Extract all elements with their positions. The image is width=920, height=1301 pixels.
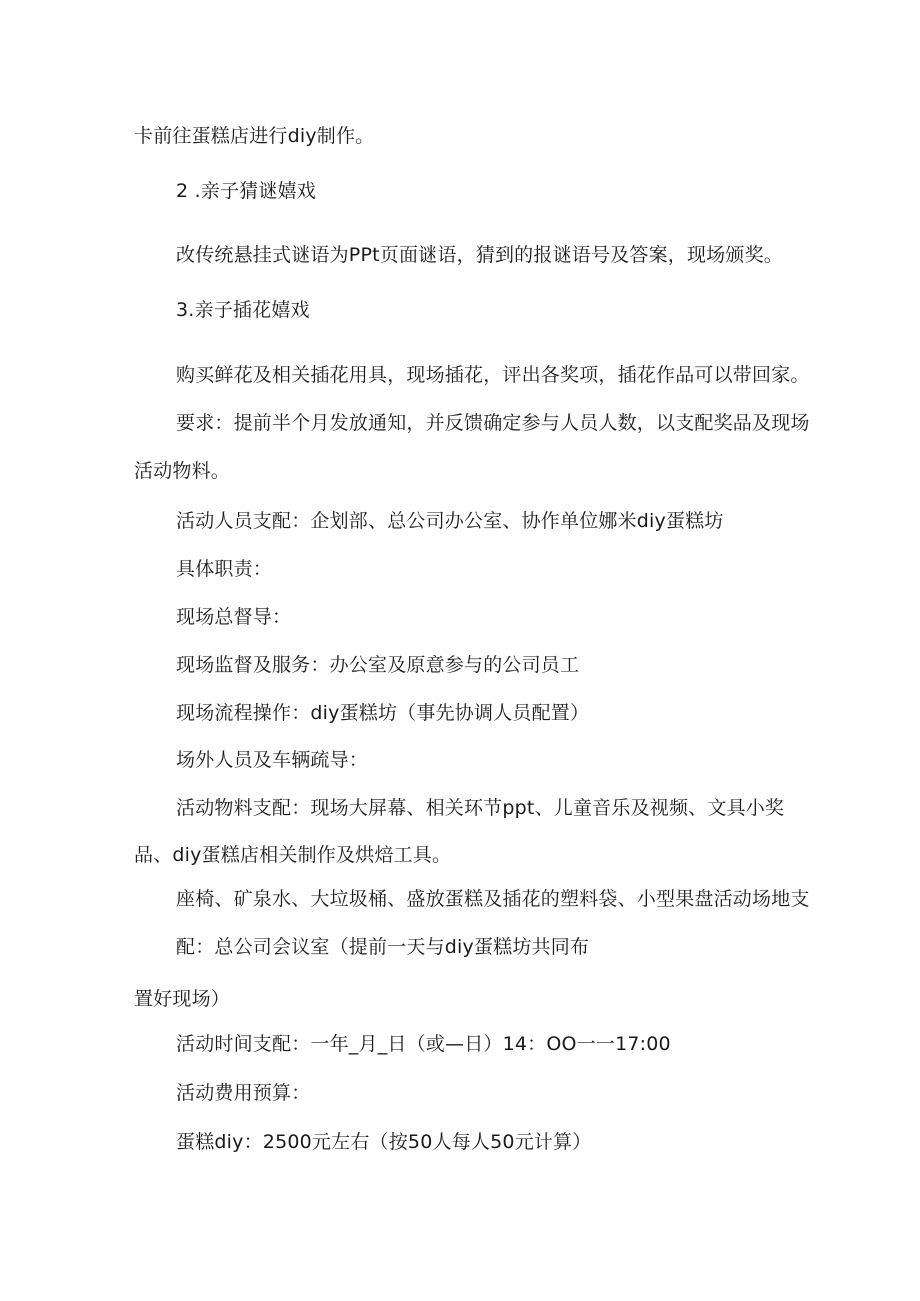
text-line-site-service: 现场监督及服务：办公室及原意参与的公司员工: [176, 654, 580, 676]
text-line-schedule: 活动时间支配：一年_月_日（或—日）14：OO一一17:00: [176, 1033, 671, 1055]
text-line-requirements: 要求：提前半个月发放通知，并反馈确定参与人员人数，以支配奖品及现场: [176, 412, 810, 434]
text-line-materials: 活动物料支配：现场大屏幕、相关环节ppt、儿童音乐及视频、文具小奖: [176, 797, 785, 819]
text-line-site-supervisor: 现场总督导：: [176, 606, 292, 628]
heading-riddle-game: 2 .亲子猜谜嬉戏: [176, 180, 316, 202]
heading-flower-arranging-game: 3.亲子插花嬉戏: [176, 299, 310, 321]
text-line-riddle-description: 改传统悬挂式谜语为PPt页面谜语，猜到的报谜语号及答案，现场颁奖。: [176, 244, 783, 266]
text-line-diy-production: 卡前往蛋糕店进行diy制作。: [134, 125, 375, 147]
text-line-materials-cont: 品、diy蛋糕店相关制作及烘焙工具。: [134, 844, 452, 866]
text-line-staff-arrangement: 活动人员支配：企划部、总公司办公室、协作单位娜米diy蛋糕坊: [176, 510, 724, 532]
text-line-requirements-cont: 活动物料。: [134, 460, 231, 482]
text-line-specific-duties: 具体职责：: [176, 558, 273, 580]
text-line-venue: 配：总公司会议室（提前一天与diy蛋糕坊共同布: [176, 936, 590, 958]
text-line-venue-cont: 置好现场）: [134, 988, 231, 1010]
text-line-budget-heading: 活动费用预算：: [176, 1082, 311, 1104]
text-line-flower-description: 购买鲜花及相关插花用具，现场插花，评出各奖项，插花作品可以带回家。: [176, 364, 810, 386]
text-line-process-operation: 现场流程操作：diy蛋糕坊（事先协调人员配置）: [176, 702, 590, 724]
text-line-traffic-guidance: 场外人员及车辆疏导：: [176, 749, 369, 771]
text-line-supplies: 座椅、矿泉水、大垃圾桶、盛放蛋糕及插花的塑料袋、小型果盘活动场地支: [176, 888, 810, 910]
text-line-budget-cake: 蛋糕diy：2500元左右（按50人每人50元计算）: [176, 1131, 592, 1153]
